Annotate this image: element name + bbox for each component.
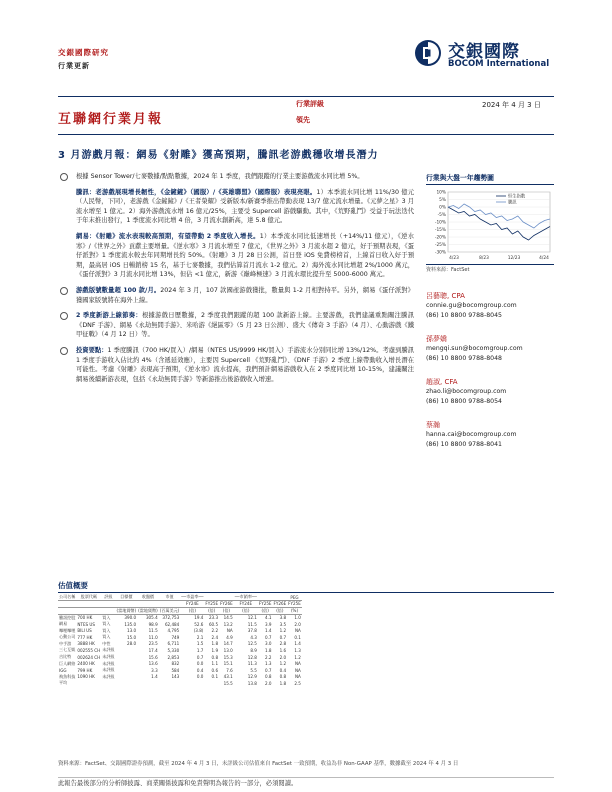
table-header-row (58, 607, 302, 614)
series-line (448, 207, 550, 240)
table-cell: 0.7 (265, 634, 272, 640)
tencent-lead: 騰訊：老游戲展現增長韌性，《金鏟鏟》（國服）/《英雄聯盟》（國際服）表現亮眼。 (76, 188, 317, 196)
table-cell: 3.3 (151, 667, 158, 673)
table-cell: 買入 (102, 627, 111, 633)
table-cell (116, 667, 138, 674)
table-cell (180, 680, 204, 687)
table-cell: 60.5 (208, 621, 219, 627)
analyst-email[interactable]: connie.gu@bocomgroup.com (426, 302, 517, 309)
table-cell: 799 HK (77, 667, 93, 673)
table-cell: 未評級 (102, 673, 115, 679)
investment-lead: 投資要點： (76, 346, 108, 354)
rating-label: 行業評級 (296, 100, 324, 108)
table-cell: 15.0 (126, 634, 137, 640)
table-cell: 002624 CH (77, 654, 101, 660)
table-header-cell (273, 594, 288, 601)
table-header-cell: 收盤價 (137, 594, 159, 601)
bullet-icon (60, 347, 68, 355)
table-cell: 13.2 (223, 621, 233, 627)
table-cell: 買入 (102, 634, 111, 640)
analyst-name: 蔡瀚 (426, 421, 440, 429)
analyst-phone: (86) 10 8800 9788-8041 (426, 440, 502, 448)
x-tick-label: 4/24 (539, 256, 549, 261)
table-header-cell: (%) (287, 607, 302, 614)
table-cell: NTES US (77, 621, 96, 627)
table-cell: 19.4 (194, 615, 204, 621)
table-header-cell: (倍) (204, 607, 219, 614)
analyst-card (426, 377, 554, 406)
netease-section (58, 232, 414, 280)
table-cell: 15.1 (223, 661, 233, 667)
table-cell: 1.3 (294, 647, 301, 653)
table-header-cell: FY24E (180, 601, 204, 608)
table-cell: 2.2 (211, 628, 219, 634)
table-cell: 11.3 (247, 661, 257, 667)
table-header-cell: ──市銷率── (234, 594, 257, 600)
table-cell: 13.6 (148, 661, 158, 667)
chart-source: 資料來源：FactSet (426, 264, 554, 273)
table-cell: 3.0 (265, 641, 272, 647)
table-cell: 三七互娛 (59, 647, 76, 653)
report-type: 行業更新 (58, 62, 90, 70)
table-cell: 中性 (102, 640, 111, 646)
table-header-cell (76, 607, 101, 614)
x-tick-label: 8/23 (479, 256, 489, 261)
logo-text-cn: 交銀國際 (448, 42, 520, 62)
table-header-cell: FY26E (220, 601, 233, 607)
netease-lead: 網易：《射雕》流水表現較高預期，有望帶動 2 季度收入增長。 (76, 232, 260, 240)
table-row (58, 654, 302, 661)
table-cell: 1.4 (265, 628, 272, 634)
table-cell: 0.7 (265, 667, 272, 673)
table-cell: 嗶哩嗶哩 (59, 627, 76, 633)
investment-body: 1 季度騰訊（700 HK/買入）/網易（NTES US/9999 HK/買入）手游流水分別同比增 13%/12%。考慮到騰訊 1 季度手游收入佔比約 4%（含遞延效應），主要因 Supercell 《荒野亂鬥》、《DNF 手游》2 季度上線帶動收入增長潛在可能性。考慮《射雕》表現高于預期，《逆水寒》流水提高，我們預計網易游戲收入在 2 季度同比增 10-15%，建議關注網易後續新游表現，包括《永劫無間手游》等新游推出後游戲收入增速。 (76, 346, 414, 383)
table-cell: 002555 CH (77, 647, 101, 653)
table-cell: 12.9 (247, 674, 257, 680)
table-cell: 0.1 (294, 634, 301, 640)
table-cell: 135.0 (124, 621, 137, 627)
table-cell: 2,853 (167, 654, 180, 660)
valuation-table-wrap (58, 594, 414, 687)
legend-label: 騰訊 (508, 200, 517, 206)
table-cell: NA (294, 628, 301, 634)
table-cell: NA (226, 628, 233, 634)
bullet-point (58, 346, 414, 384)
table-header-cell: (倍) (180, 607, 204, 614)
legend-label: 恒生指數 (508, 194, 526, 200)
table-cell (116, 647, 138, 654)
analyst-email[interactable]: zhao.li@bocomgroup.com (426, 388, 507, 395)
table-cell: 11.5 (247, 621, 257, 627)
table-cell (101, 680, 115, 687)
table-cell: 3.9 (265, 621, 272, 627)
netease-body: 1）本季流水同比低速增長（+14%/11 億元），《逆水寒》/《世界之外》貢獻主要增量。《逆水寒》3 月流水增至 7 億元，《世界之外》3 月流水超 2 億元，好于預期表現，《蛋仔派對》1 季度流水較去年同期增長約 50%。《射雕》3 月 28 日公測，首日登 iOS 免費榜榜首，上線首日收入好于預期，最高居 iOS 日暢銷榜 15 名，基于七麥數據，我們估算首月流水 1-2 億元。2）海外流水同比增超 2%/1000 萬元，《蛋仔派對》3 月流水同比增 13%，但佔 <1 億元，新游《巔峰極速》3 月流水環比提升至 5000-6000 萬元。 (76, 232, 414, 279)
table-cell: 4.9 (226, 634, 233, 640)
table-row (58, 680, 302, 687)
table-cell: 未評級 (102, 660, 115, 666)
analyst-phone: (86) 10 8800 9788-8054 (426, 397, 502, 405)
table-cell: (3.8) (193, 628, 204, 634)
table-header-cell (159, 601, 181, 608)
table-cell: 0.8 (279, 674, 287, 680)
table-header-cell: (百萬美元) (159, 607, 180, 613)
table-row (58, 674, 302, 681)
valuation-table (58, 594, 302, 687)
table-cell: 3888 HK (77, 641, 95, 647)
analyst-phone: (86) 10 8800 9788-8045 (426, 311, 502, 319)
table-header-cell: PEG (287, 594, 302, 601)
table-header-cell: (倍) (258, 607, 273, 614)
table-cell: 0.0 (196, 661, 204, 667)
table-cell: 0.4 (279, 667, 287, 673)
table-header-cell: 目標價 (116, 594, 138, 601)
table-cell: 平均 (59, 680, 68, 686)
table-header-cell: 公司名稱 (59, 594, 76, 600)
table-cell: 832 (171, 661, 180, 667)
x-tick-label: 4/23 (449, 256, 459, 261)
table-header-cell (101, 607, 115, 614)
table-cell: 2.1 (196, 634, 204, 640)
table-header-cell: 市值 (159, 594, 181, 601)
table-header-cell (76, 601, 101, 608)
table-cell: 0.6 (211, 667, 219, 673)
y-tick-label: -15% (434, 228, 446, 234)
table-row (58, 660, 302, 667)
table-header-cell: FY25E (205, 601, 219, 607)
table-cell: 1.4 (294, 641, 301, 647)
table-cell: 未評級 (102, 654, 115, 660)
analyst-email[interactable]: hanna.cai@bocomgroup.com (426, 431, 517, 438)
table-cell (76, 680, 101, 687)
table-cell: 12.8 (247, 654, 257, 660)
table-header-cell: (倍) (273, 607, 288, 614)
chart-title: 行業與大盤一年趨勢圖 (426, 172, 554, 185)
pipeline-lead: 2 季度新游上線節奏： (76, 312, 142, 320)
table-row (58, 621, 302, 628)
table-cell: 5,330 (167, 647, 180, 653)
table-cell: 未評級 (102, 647, 115, 653)
table-cell: 0.7 (279, 634, 287, 640)
table-cell: 2.5 (294, 680, 301, 686)
table-header-cell: 評級 (101, 594, 115, 601)
table-cell: 2.8 (279, 641, 287, 647)
table-cell (159, 680, 181, 687)
table-row (58, 641, 302, 648)
table-header-cell: (倍) (234, 607, 258, 614)
table-cell: 15.6 (148, 654, 158, 660)
table-cell: 13.0 (223, 647, 233, 653)
table-cell: 23.5 (148, 641, 158, 647)
table-cell: 98.9 (148, 621, 158, 627)
table-source: 資料來源：FactSet、交銀國際證券預測，截至 2024 年 4 月 3 日，未評級公司估值來自 FactSet 一致預期，收益為非 Non-GAAP 基準，數據截至 2024 年 4 月 3 日 (58, 761, 459, 767)
bullet-point (58, 286, 414, 305)
table-header-cell (58, 601, 76, 608)
table-cell: 14.5 (223, 615, 233, 621)
table-cell: 62,484 (164, 621, 180, 627)
table-cell (116, 660, 138, 667)
table-cell: 14.7 (223, 641, 233, 647)
table-cell: 6,711 (167, 641, 180, 647)
table-row (58, 647, 302, 654)
table-cell: 2400 HK (77, 661, 95, 667)
table-header-cell: FY24E (234, 601, 258, 608)
table-cell: BILI US (77, 628, 92, 634)
table-cell: 1.7 (196, 647, 204, 653)
y-tick-label: -30% (434, 250, 446, 256)
y-tick-label: -25% (434, 243, 446, 249)
table-cell: 0.8 (211, 654, 219, 660)
bullet-icon (60, 287, 68, 295)
table-row (58, 614, 302, 621)
tencent-body: 1）本季流水同比增 11%/30 億元（人民幣，下同），老游戲《金鏟鏟》/《王者榮耀》受新版本/新賽季推出帶動表現 13/7 億元流水增量。《元夢之星》3 月流水增至 1 億元。2）海外游戲流水增 16 億元/25%，主要受 Supercell 游戲驅動。其中，《荒野亂鬥》受益于玩法迭代于年末推出發行，1 季度流水同比增 4 倍，3 月流水創新高，達 5.8 億元。 (76, 188, 414, 225)
table-cell: 305.4 (145, 615, 158, 621)
pipeline-body: 根據游戲日歷數據，2 季度我們跟蹤的超 100 款新游上線。主要游戲，我們建議重點關注騰訊《DNF 手游》、網易《永劫無間手游》、米哈游《絕區零》（5 月 23 日公測）、盛大《傳奇 3 手游》（4 月）、心動游戲《鐵甲征戰》（4 月 12 日）等。 (76, 312, 414, 339)
table-cell: 28.0 (126, 641, 137, 647)
table-cell: 0.4 (196, 667, 204, 673)
analyst-name: 趙淑, CFA (426, 378, 458, 386)
table-cell: 1.3 (265, 661, 272, 667)
table-cell: 11.5 (148, 628, 158, 634)
table-cell: 買入 (102, 614, 111, 620)
y-tick-label: -5% (437, 213, 446, 219)
table-cell (116, 674, 138, 681)
table-cell: 0.7 (196, 654, 204, 660)
license-body: 2024 年 3 月，107 款國產游戲獲批，數量與 1-2 月相對持平。另外，網易《蛋仔派對》獲國家版號將在海外上線。 (76, 286, 414, 304)
table-cell (116, 680, 138, 687)
table-cell: 2.0 (265, 680, 272, 686)
table-cell: 吉比特 (59, 654, 72, 660)
table-cell: 390.0 (124, 615, 137, 621)
tencent-section (58, 188, 414, 226)
table-cell: NA (294, 674, 301, 680)
table-header-row (58, 601, 302, 608)
bullet-point (58, 311, 414, 340)
bullet-icon (60, 173, 68, 181)
footer-disclaimer: 此報告最後部分的分析師披露、商業關係披露和免責聲明為報告的一部分，必須閱讀。 (58, 780, 298, 787)
body-column (58, 172, 414, 384)
table-cell: 3.5 (279, 621, 287, 627)
license-lead: 游戲版號數量超 100 款/月。 (76, 286, 161, 294)
table-cell: 1090 HK (77, 674, 95, 680)
table-header-cell: ──市盈率── (181, 594, 204, 600)
y-tick-label: -20% (434, 235, 446, 241)
table-cell (116, 654, 138, 661)
table-cell: 1.8 (211, 641, 219, 647)
table-header-row (58, 594, 302, 601)
table-cell: 飛魚科技 (59, 673, 76, 679)
table-cell: 1.2 (294, 654, 301, 660)
table-header-cell (219, 594, 234, 601)
table-cell: 3.8 (279, 615, 287, 621)
table-cell: 1.8 (279, 680, 287, 686)
table-header-cell: FY26E (273, 601, 287, 607)
table-header-cell: (倍) (219, 607, 234, 614)
y-tick-label: 5% (439, 198, 446, 204)
table-cell: 749 (171, 634, 180, 640)
table-header-cell (101, 601, 115, 608)
table-row (58, 627, 302, 634)
analyst-card (426, 420, 554, 449)
analyst-email[interactable]: mengqi.sun@bocomgroup.com (426, 345, 523, 352)
table-cell: 1.1 (211, 661, 219, 667)
table-cell: 43.1 (223, 674, 233, 680)
table-cell (204, 680, 219, 687)
table-cell: 12.1 (247, 615, 257, 621)
table-cell: 52.6 (194, 621, 204, 627)
table-cell: 1.5 (196, 641, 204, 647)
table-cell: 37.8 (247, 628, 257, 634)
table-cell: 1.9 (211, 647, 219, 653)
table-header-cell (258, 594, 273, 601)
table-cell: 15.3 (223, 654, 233, 660)
table-header-cell (58, 607, 76, 614)
table-cell: 1.6 (279, 647, 287, 653)
table-header-cell (137, 601, 159, 608)
table-header-cell: (當地貨幣) (116, 607, 137, 613)
table-cell: 巨人網絡 (59, 660, 76, 666)
table-title: 估值概要 (58, 581, 88, 590)
table-cell: 13.8 (247, 680, 257, 686)
analyst-card (426, 291, 554, 320)
table-cell: 0.0 (196, 674, 204, 680)
table-header-cell (116, 601, 138, 608)
table-cell: 15.5 (223, 680, 233, 686)
analyst-name: 孫夢嬌 (426, 335, 447, 343)
table-cell: 2.0 (279, 654, 287, 660)
table-cell: 700 HK (77, 615, 93, 621)
table-cell: IGG (59, 667, 67, 673)
table-cell: NA (294, 667, 301, 673)
table-cell: 372,753 (162, 615, 180, 621)
table-cell: 1.2 (279, 628, 287, 634)
table-cell: 4.1 (265, 615, 272, 621)
industry-title: 互聯網行業月報 (58, 112, 164, 127)
table-header-cell: FY25E (258, 601, 272, 607)
report-date: 2024 年 4 月 3 日 (482, 101, 541, 109)
table-header-cell: (當地貨幣) (138, 607, 158, 613)
table-cell: 2.0 (294, 621, 301, 627)
table-cell: 2.4 (211, 634, 219, 640)
table-cell: NA (294, 661, 301, 667)
analyst-name: 呂藝聰, CPA (426, 292, 465, 300)
y-tick-label: -10% (434, 220, 446, 226)
table-row (58, 634, 302, 641)
table-row (58, 667, 302, 674)
table-cell: 5.5 (250, 667, 257, 673)
table-cell: 買入 (102, 621, 111, 627)
table-cell: 騰訊控股 (59, 614, 76, 620)
table-cell: 中手游 (59, 640, 72, 646)
table-cell: 心動公司 (59, 634, 76, 640)
table-cell: 143 (171, 674, 180, 680)
logo-text-en: BOCOM International (448, 59, 550, 69)
title-rule (58, 134, 554, 135)
table-cell: 1.2 (279, 661, 287, 667)
table-cell: 23.3 (208, 615, 219, 621)
table-cell: 1.4 (151, 674, 158, 680)
table-cell: 8.9 (250, 647, 257, 653)
y-tick-label: 0% (439, 205, 446, 211)
rating-value: 領先 (296, 116, 310, 124)
trend-chart (426, 188, 554, 264)
table-cell: 17.4 (148, 647, 158, 653)
table-cell (137, 680, 159, 687)
table-header-cell: 股票代碼 (76, 594, 101, 601)
table-cell: 網易 (59, 621, 68, 627)
table-cell: 11.0 (148, 634, 158, 640)
table-rule (58, 592, 554, 593)
analyst-card (426, 334, 554, 363)
paragraph-summary: 根據 Sensor Tower/七麥數據/點點數據，2024 年 1 季度，我們跟蹤的行業主要游戲流水同比增 5%。 (76, 173, 364, 180)
table-cell: 1.8 (265, 647, 272, 653)
analyst-phone: (86) 10 8800 9788-8048 (426, 354, 502, 362)
table-cell: 584 (171, 667, 180, 673)
table-cell: 12.5 (247, 641, 257, 647)
table-cell: 13.0 (126, 628, 137, 634)
bocom-logo-icon (413, 38, 443, 68)
bullet-point (58, 172, 414, 182)
bullet-icon (60, 312, 68, 320)
table-cell: 2.2 (265, 654, 272, 660)
table-header-cell: FY25E (288, 601, 301, 607)
table-header-cell (204, 594, 219, 601)
table-cell: 7.6 (226, 667, 233, 673)
y-tick-label: 10% (436, 190, 446, 196)
headline: 3 月游戲月報：網易《射雕》獲高預期，騰訊老游戲穩收增長潛力 (58, 150, 379, 161)
top-rule (58, 96, 554, 97)
table-cell: 4,795 (167, 628, 180, 634)
table-cell: 777 HK (77, 634, 93, 640)
table-cell: 未評級 (102, 667, 115, 673)
table-cell: 4.3 (250, 634, 257, 640)
series-line (448, 204, 550, 228)
table-cell: 1.0 (294, 615, 301, 621)
table-cell: 0.8 (265, 674, 272, 680)
table-cell: 0.1 (211, 674, 219, 680)
x-tick-label: 12/23 (507, 256, 521, 261)
sidebar (426, 172, 554, 449)
brand-name: 交銀國際研究 (58, 48, 109, 57)
